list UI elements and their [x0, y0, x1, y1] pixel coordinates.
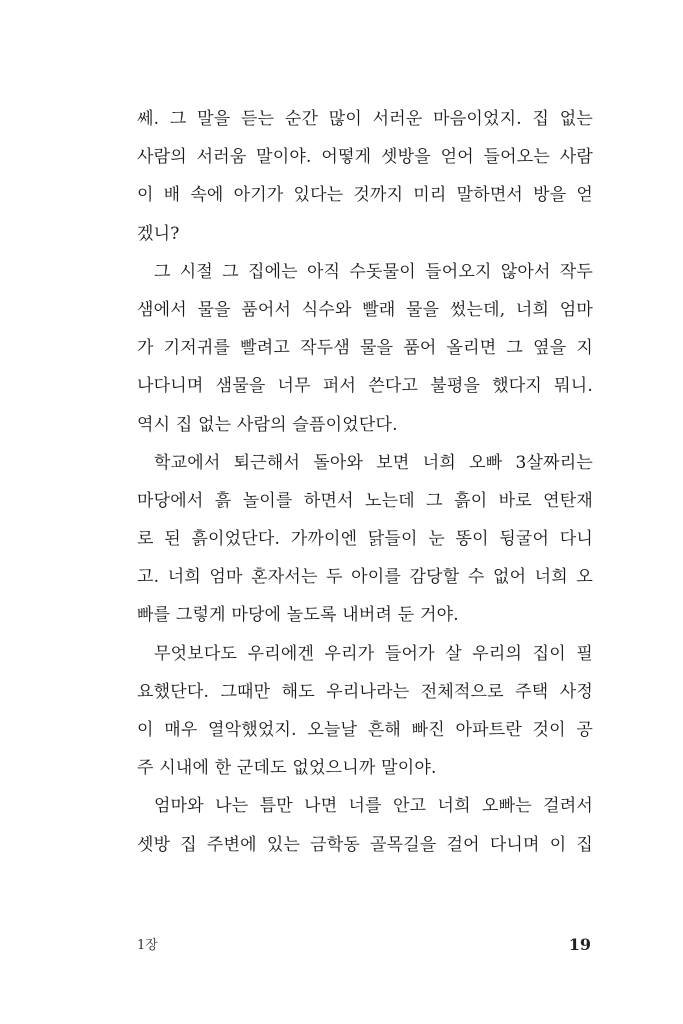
text-line: 샘에서 물을 품어서 식수와 빨래 물을 썼는데, 너희 엄마	[137, 299, 593, 320]
text-line: 엄마와 나는 틈만 나면 너를 안고 너희 오빠는 걸려서	[154, 796, 593, 817]
text-line: 고. 너희 엄마 혼자서는 두 아이를 감당할 수 없어 너희 오	[137, 567, 593, 588]
text-line: 학교에서 퇴근해서 돌아와 보면 너희 오빠 3살짜리는	[154, 452, 593, 473]
text-line: 요했단다. 그때만 해도 우리나라는 전체적으로 주택 사정	[137, 681, 593, 702]
text-line: 로 된 흙이었단다. 가까이엔 닭들이 눈 똥이 뒹굴어 다니	[137, 529, 593, 550]
text-line: 나다니며 샘물을 너무 퍼서 쓴다고 불평을 했다지 뭐니.	[137, 376, 593, 397]
paragraph	[137, 787, 593, 863]
text-line: 이 매우 열악했었지. 오늘날 흔해 빠진 아파트란 것이 공	[137, 720, 593, 740]
text-line: 마당에서 흙 놀이를 하면서 노는데 그 흙이 바로 연탄재	[137, 490, 593, 511]
text-line: 셋방 집 주변에 있는 금학동 골목길을 걸어 다니며 이 집	[137, 834, 593, 855]
text-line: 가 기저귀를 빨려고 작두샘 물을 품어 올리면 그 옆을 지	[137, 338, 593, 359]
text-line: 빠를 그렇게 마당에 놀도록 내버려 둔 거야.	[137, 605, 459, 626]
text-line: 역시 집 없는 사람의 슬픔이었단다.	[137, 414, 398, 435]
text-line: 그 시절 그 집에는 아직 수돗물이 들어오지 않아서 작두	[154, 261, 593, 282]
page-number: 19	[568, 935, 591, 954]
chapter-label: 1장	[137, 938, 158, 953]
paragraph	[137, 100, 593, 253]
text-line: 주 시내에 한 군데도 없었으니까 말이야.	[137, 758, 437, 779]
paragraph	[137, 635, 593, 788]
text-line: 무엇보다도 우리에겐 우리가 들어가 살 우리의 집이 필	[154, 643, 593, 664]
paragraph	[137, 444, 593, 635]
text-line: 이 배 속에 아기가 있다는 것까지 미리 말하면서 방을 얻	[137, 185, 593, 206]
text-line: 쎄. 그 말을 듣는 순간 많이 서러운 마음이었지. 집 없는	[137, 109, 593, 129]
paragraph	[137, 253, 593, 444]
body-text	[137, 100, 593, 864]
text-line: 겠니?	[137, 223, 180, 244]
text-line: 사람의 서러움 말이야. 어떻게 셋방을 얻어 들어오는 사람	[137, 147, 593, 168]
